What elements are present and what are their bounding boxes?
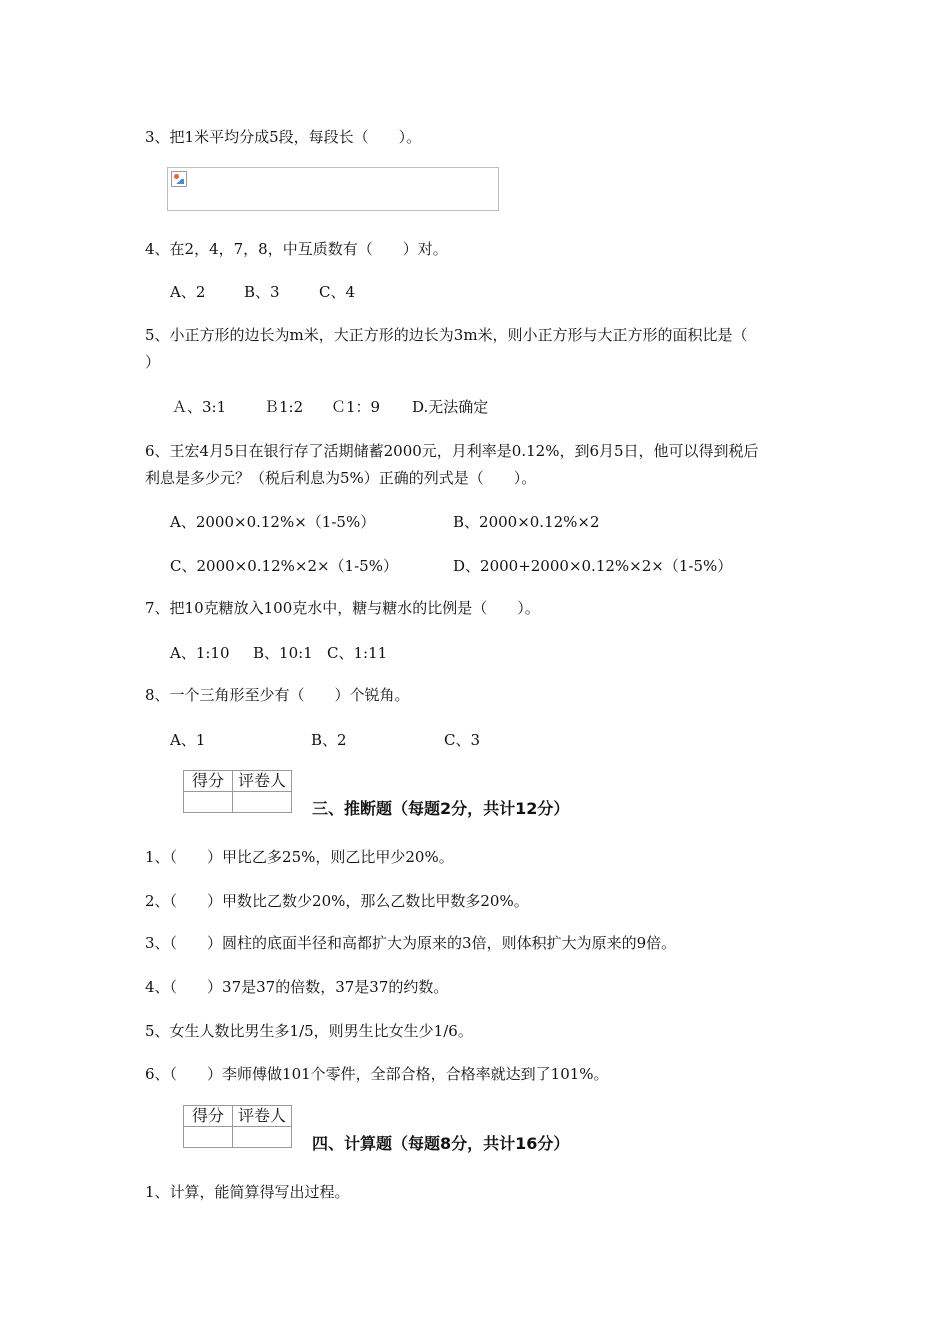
question-4: 4、在2，4，7，8，中互质数有（ ）对。 <box>145 240 448 258</box>
section-3-title: 三、推断题（每题2分，共计12分） <box>312 799 570 818</box>
score-cell[interactable] <box>184 1127 233 1148</box>
score-header: 得分 <box>184 1106 233 1127</box>
q6-option-b: B、2000×0.12%×2 <box>453 513 600 531</box>
q4-option-c: C、4 <box>319 283 356 301</box>
q6-option-c: C、2000×0.12%×2×（1-5%） <box>170 557 398 575</box>
broken-image-icon <box>171 171 187 187</box>
section-4-title: 四、计算题（每题8分，共计16分） <box>312 1134 570 1153</box>
score-table <box>183 770 292 813</box>
question-6-line2: 利息是多少元？（税后利息为5%）正确的列式是（ ）。 <box>145 469 537 487</box>
q4-option-a: A、2 <box>170 283 206 301</box>
grader-cell[interactable] <box>233 792 292 813</box>
judge-6: 6、（ ）李师傅做101个零件，全部合格，合格率就达到了101%。 <box>145 1065 609 1083</box>
score-table <box>183 1105 292 1148</box>
q7-option-a: A、1:10 <box>170 644 230 662</box>
question-5-line2: ） <box>145 353 161 371</box>
q5-option-b: Ｂ1:2 <box>264 398 304 416</box>
judge-1: 1、（ ）甲比乙多25%，则乙比甲少20%。 <box>145 848 454 866</box>
q6-option-d: D、2000+2000×0.12%×2×（1-5%） <box>453 557 733 575</box>
question-8: 8、一个三角形至少有（ ）个锐角。 <box>145 686 410 704</box>
q5-option-c: Ｃ1：9 <box>331 398 381 416</box>
q6-option-a: A、2000×0.12%×（1-5%） <box>170 513 376 531</box>
question-7: 7、把10克糖放入100克水中，糖与糖水的比例是（ ）。 <box>145 599 540 617</box>
question-6-line1: 6、王宏4月5日在银行存了活期储蓄2000元，月利率是0.12%，到6月5日，他可以得到税后 <box>145 442 759 460</box>
calc-1: 1、计算，能简算得写出过程。 <box>145 1183 350 1201</box>
q5-option-d: D.无法确定 <box>412 398 489 416</box>
grader-header: 评卷人 <box>233 1106 292 1127</box>
judge-3: 3、（ ）圆柱的底面半径和高都扩大为原来的3倍，则体积扩大为原来的9倍。 <box>145 934 677 952</box>
score-cell[interactable] <box>184 792 233 813</box>
judge-2: 2、（ ）甲数比乙数少20%，那么乙数比甲数多20%。 <box>145 892 529 910</box>
q4-option-b: B、3 <box>244 283 280 301</box>
grader-header: 评卷人 <box>233 771 292 792</box>
question-3: 3、把1米平均分成5段，每段长（ ）。 <box>145 128 422 146</box>
score-header: 得分 <box>184 771 233 792</box>
question-5-line1: 5、小正方形的边长为m米，大正方形的边长为3m米，则小正方形与大正方形的面积比是（ <box>145 326 748 344</box>
q7-option-b: B、10:1 <box>253 644 313 662</box>
q7-option-c: C、1:11 <box>327 644 388 662</box>
q8-option-b: B、2 <box>311 731 347 749</box>
q8-option-a: A、1 <box>170 731 206 749</box>
judge-4: 4、（ ）37是37的倍数，37是37的约数。 <box>145 978 449 996</box>
judge-5: 5、女生人数比男生多1/5，则男生比女生少1/6。 <box>145 1022 473 1040</box>
image-placeholder <box>167 167 499 211</box>
q5-option-a: Ａ、3:1 <box>172 398 227 416</box>
q8-option-c: C、3 <box>444 731 481 749</box>
grader-cell[interactable] <box>233 1127 292 1148</box>
